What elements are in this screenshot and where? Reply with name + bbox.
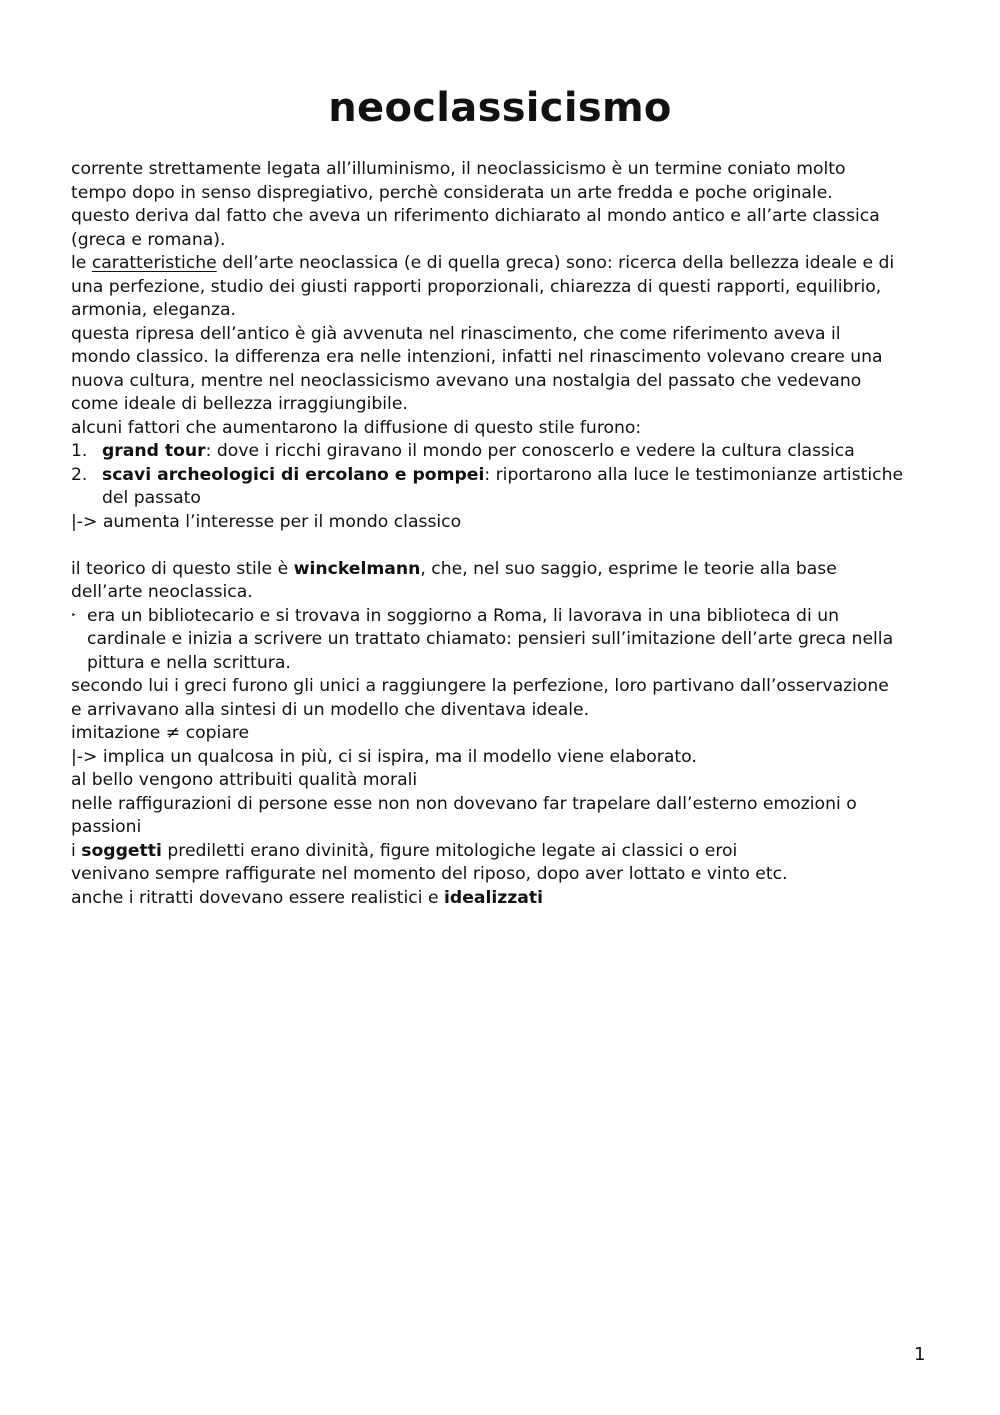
- list-item-continuation: del passato: [102, 488, 201, 508]
- bullet-continuation: pittura e nella scrittura.: [87, 652, 291, 673]
- list-item: [71, 464, 941, 488]
- portraits-line: [71, 887, 941, 911]
- body-line: passioni: [71, 817, 142, 837]
- body-line: alcuni fattori che aumentarono la diffusione di questo stile furono:: [71, 417, 642, 438]
- body-line: questa ripresa dell’antico è già avvenuta nel rinascimento, che come riferimento aveva il: [71, 323, 841, 344]
- subjects-prefix: i: [71, 840, 82, 861]
- body-line: mondo classico. la differenza era nelle intenzioni, infatti nel rinascimento volevano creare una: [71, 347, 883, 367]
- characteristics-prefix: le: [71, 253, 92, 273]
- blank-line: [71, 534, 941, 558]
- bullet-item: [71, 605, 941, 629]
- subjects-line: [71, 840, 941, 864]
- list-item: [71, 440, 941, 464]
- characteristics-rest: dell’arte neoclassica (e di quella greca) sono: ricerca della bellezza ideale e di: [216, 253, 895, 273]
- body-line: una perfezione, studio dei giusti rapporti proporzionali, chiarezza di questi rapporti, equilibrio,: [71, 276, 882, 297]
- list-number: 1.: [71, 441, 88, 461]
- body-line: armonia, eleganza.: [71, 300, 236, 320]
- body-line: questo deriva dal fatto che aveva un riferimento dichiarato al mondo antico e all’arte classica: [71, 206, 880, 226]
- subjects-rest: prediletti erano divinità, figure mitologiche legate ai classici o eroi: [161, 840, 738, 861]
- theorist-prefix: il teorico di questo stile è: [71, 558, 294, 579]
- characteristics-underlined: caratteristiche: [91, 253, 217, 273]
- body-line: venivano sempre raffigurate nel momento del riposo, dopo aver lottato e vinto etc.: [71, 864, 788, 884]
- subjects-bold: soggetti: [81, 840, 162, 861]
- list-item-text: : riportarono alla luce le testimonianze artistiche: [484, 464, 904, 485]
- page-number: 1: [914, 1344, 926, 1365]
- bullet-text: era un bibliotecario e si trovava in soggiorno a Roma, li lavorava in una biblioteca di un: [87, 605, 839, 626]
- list-number: 2.: [71, 464, 88, 485]
- body-line: e arrivavano alla sintesi di un modello che diventava ideale.: [71, 699, 590, 720]
- body-line: al bello vengono attribuiti qualità morali: [71, 770, 418, 790]
- list-item-text: : dove i ricchi giravano il mondo per conoscerlo e vedere la cultura classica: [205, 441, 855, 461]
- theorist-line: [71, 558, 941, 582]
- page-title: neoclassicismo: [328, 85, 672, 131]
- body-line: imitazione ≠ copiare: [71, 723, 250, 743]
- body-line: nelle raffigurazioni di persone esse non non dovevano far trapelare dall’esterno emozioni o: [71, 793, 857, 814]
- body-line: corrente strettamente legata all’illuminismo, il neoclassicismo è un termine coniato molto: [71, 159, 846, 179]
- body-line: come ideale di bellezza irraggiungibile.: [71, 394, 408, 414]
- body-line: nuova cultura, mentre nel neoclassicismo avevano una nostalgia del passato che vedevano: [71, 370, 862, 391]
- body-line: (greca e romana).: [71, 229, 226, 250]
- list-item-bold: grand tour: [102, 441, 206, 461]
- arrow-line: |-> implica un qualcosa in più, ci si ispira, ma il modello viene elaborato.: [71, 746, 697, 767]
- portraits-bold: idealizzati: [444, 887, 543, 908]
- body-line: secondo lui i greci furono gli unici a raggiungere la perfezione, loro partivano dall’osservazione: [71, 676, 889, 696]
- theorist-rest: , che, nel suo saggio, esprime le teorie alla base: [420, 558, 837, 579]
- document-body: [71, 158, 941, 910]
- characteristics-line: [71, 252, 941, 276]
- body-line: dell’arte neoclassica.: [71, 582, 253, 602]
- theorist-name: winckelmann: [293, 558, 421, 579]
- arrow-line: |-> aumenta l’interesse per il mondo classico: [71, 511, 462, 532]
- bullet-icon: ‣: [71, 610, 77, 621]
- bullet-continuation: cardinale e inizia a scrivere un trattato chiamato: pensieri sull’imitazione dell’arte greca nella: [87, 629, 894, 649]
- portraits-prefix: anche i ritratti dovevano essere realistici e: [71, 887, 445, 908]
- body-line: tempo dopo in senso dispregiativo, perchè considerata un arte fredda e poche originale.: [71, 182, 833, 203]
- list-item-bold: scavi archeologici di ercolano e pompei: [102, 464, 485, 485]
